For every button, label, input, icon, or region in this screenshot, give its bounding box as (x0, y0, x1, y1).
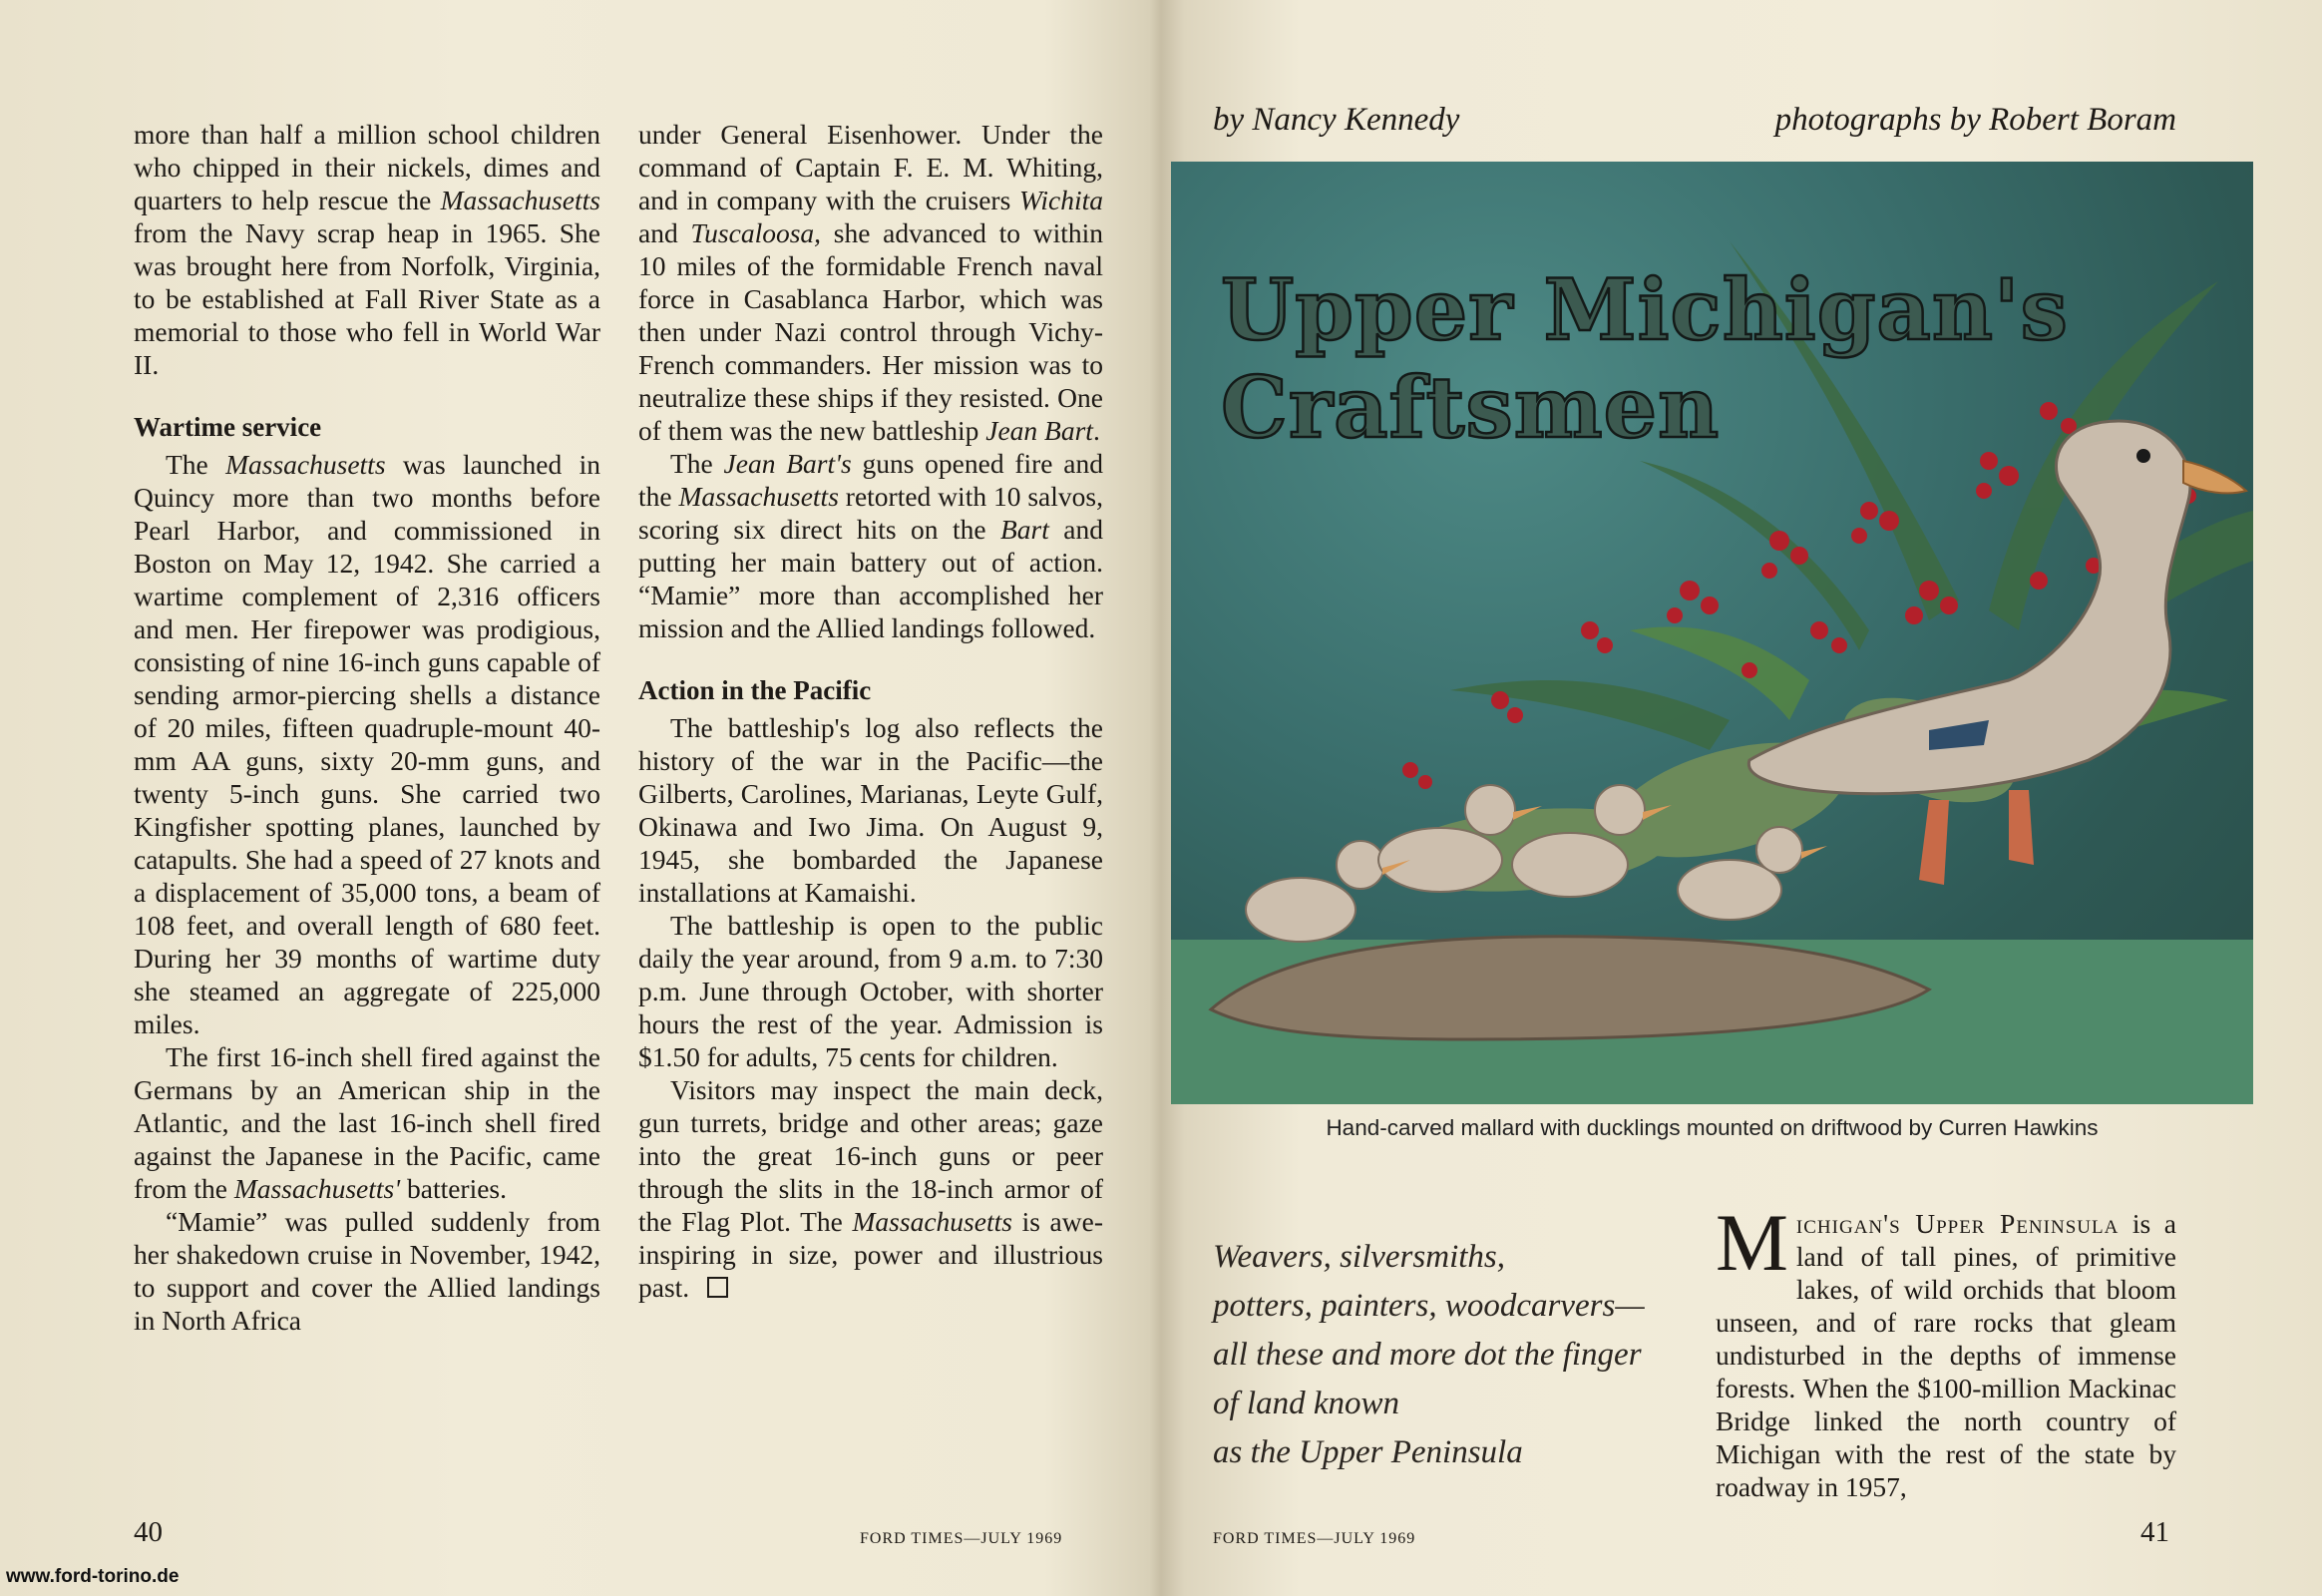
left-page (0, 0, 1147, 1596)
paragraph: The first 16-inch shell fired against the Germans by an American ship in the Atlantic, and the last 16-inch shell fired against the Japanese in the Pacific, came from the Massachusetts' batteries. (134, 1041, 600, 1204)
page-number-left: 40 (134, 1516, 163, 1548)
paragraph: The Jean Bart's guns opened fire and the Massachusetts retorted with 10 salvos, scoring six direct hits on the Bart and putting her main battery out of action. “Mamie” more than accomplished her mission and the Allied landings followed. (638, 448, 1103, 643)
article-intro: Michigan's Upper Peninsula is a land of tall pines, of primitive lakes, of wild orchids that bloom unseen, and of rare rocks that gleam undisturbed in the depths of immense forests. When the $100-million Mackinac Bridge linked the north country of Michigan with the rest of the state by roadway in 1957, (1716, 1197, 2176, 1502)
paragraph: The battleship is open to the public daily the year around, from 9 a.m. to 7:30 p.m. June through October, with shorter hours the rest of the year. Admission is $1.50 for adults, 75 cents for children. (638, 910, 1103, 1072)
end-mark-icon (707, 1277, 728, 1298)
paragraph: under General Eisenhower. Under the command of Captain F. E. M. Whiting, and in company with the cruisers Wichita and Tuscaloosa, she advanced to within 10 miles of the formidable French naval force in Casablanca Harbor, which was then under Nazi control through Vichy-French commanders. Her mission was to neutralize these ships if they resisted. One of them was the new battleship Jean Bart. (638, 119, 1103, 446)
paragraph: The battleship's log also reflects the history of the war in the Pacific—the Gilberts, Carolines, Marianas, Leyte Gulf, Okinawa and Iwo Jima. On August 9, 1945, she bombarded the Japanese installations at Kamaishi. (638, 712, 1103, 908)
drop-cap: M (1716, 1197, 1788, 1288)
left-column-1 (134, 118, 600, 1337)
paragraph: more than half a million school children who chipped in their nickels, dimes and quarters to help rescue the Massachusetts from the Navy scrap heap in 1965. She was brought here from Norfolk, Virginia, to be established at Fall River State as a memorial to those who fell in World War II. (134, 119, 600, 380)
mallard-photo (1171, 162, 2253, 1104)
photo-caption: Hand-carved mallard with ducklings mounted on driftwood by Curren Hawkins (1326, 1115, 2099, 1140)
left-column-2 (638, 118, 1103, 1304)
running-footer-left: FORD TIMES—JULY 1969 (860, 1530, 1063, 1547)
byline-photographer: photographs by Robert Boram (1774, 102, 2176, 138)
article-deck: Weavers, silversmiths, potters, painters, woodcarvers— all these and more dot the finger of land known as the Upper Peninsula (1213, 1239, 1645, 1470)
mallard-carving (1748, 421, 2246, 885)
section-heading-wartime: Wartime service (134, 412, 322, 442)
page-number-right: 41 (2140, 1516, 2169, 1548)
site-watermark: www.ford-torino.de (6, 1566, 180, 1587)
byline-author: by Nancy Kennedy (1213, 102, 1460, 138)
paragraph: Visitors may inspect the main deck, gun turrets, bridge and other areas; gaze into the great 16-inch guns or peer through the slits in the 18-inch armor of the Flag Plot. The Massachusetts is awe-inspiring in size, power and illustrious past. (638, 1074, 1103, 1303)
running-footer-right: FORD TIMES—JULY 1969 (1213, 1530, 1416, 1547)
paragraph: The Massachusetts was launched in Quincy more than two months before Pearl Harbor, and commissioned in Boston on May 12, 1942. She carried a wartime complement of 2,316 officers and men. Her firepower was prodigious, consisting of nine 16-inch guns capable of sending armor-piercing shells a distance of 20 miles, fifteen quadruple-mount 40-mm AA guns, sixty 20-mm guns, and twenty 5-inch guns. She carried two Kingfisher spotting planes, launched by catapults. She had a speed of 27 knots and a displacement of 35,000 tons, a beam of 108 feet, and overall length of 680 feet. During her 39 months of wartime duty she steamed an aggregate of 225,000 miles. (134, 449, 600, 1039)
paragraph: “Mamie” was pulled suddenly from her shakedown cruise in November, 1942, to support and cover the Allied landings in North Africa (134, 1206, 600, 1336)
article-headline: Upper Michigan's Craftsmen (1221, 260, 2069, 457)
section-heading-pacific: Action in the Pacific (638, 675, 872, 705)
